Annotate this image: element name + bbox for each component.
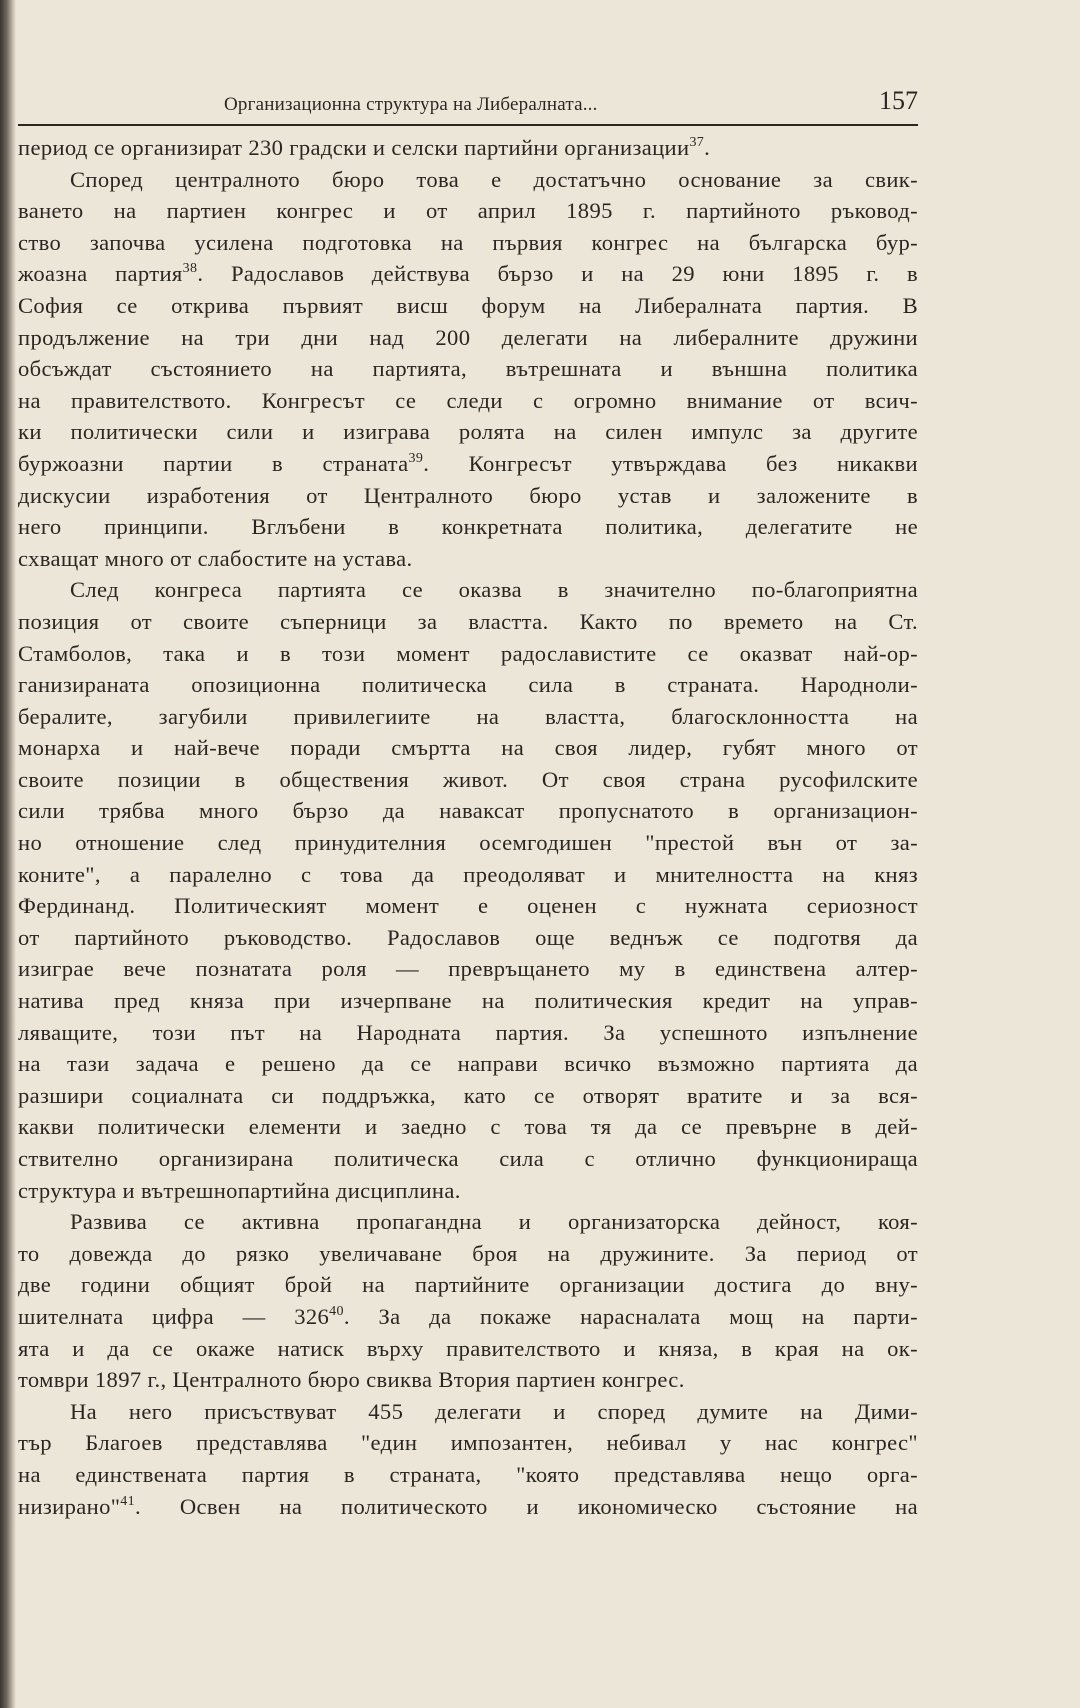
text-line-content: изиграе вече познатата роля — превръщането му в единствена алтер- <box>18 956 918 982</box>
text-line <box>18 1143 918 1175</box>
text-line-content: низирано" <box>18 1493 121 1519</box>
text-line-content: След конгреса партията се оказва в значително по-благоприятна <box>70 577 918 603</box>
text-line <box>18 1111 918 1143</box>
text-line <box>18 1301 918 1333</box>
text-line-content: тър Благоев представлява "един импозантен, небивал у нас конгрес" <box>18 1430 918 1456</box>
text-line <box>18 859 918 891</box>
text-line-content: дискусии изработения от Централното бюро устав и заложените в <box>18 482 918 508</box>
text-line <box>18 1048 918 1080</box>
text-line <box>18 1491 918 1523</box>
text-line <box>18 1364 918 1396</box>
text-line-content: монарха и най-вече поради смъртта на своя лидер, губят много от <box>18 735 918 761</box>
text-line <box>18 669 918 701</box>
text-line-content: то довежда до рязко увеличаване броя на дружините. За период от <box>18 1240 918 1266</box>
text-line <box>18 195 918 227</box>
book-spine-shadow <box>0 0 16 1708</box>
page-number: 157 <box>879 86 918 115</box>
text-line <box>18 258 918 290</box>
text-line <box>18 1206 918 1238</box>
text-line-content: на тази задача е решено да се направи всичко възможно партията да <box>18 1051 918 1077</box>
text-line <box>18 1175 918 1207</box>
text-line-content: ята и да се окаже натиск върху правителството и княза, в края на ок- <box>18 1335 918 1361</box>
text-line <box>18 606 918 638</box>
text-line-content: жоазна партия <box>18 261 183 287</box>
text-line <box>18 764 918 796</box>
text-line-content: ство започва усилена подготовка на първия конгрес на българска бур- <box>18 229 918 255</box>
text-line <box>18 827 918 859</box>
book-page <box>18 88 918 1522</box>
running-header <box>18 88 918 124</box>
text-line <box>18 164 918 196</box>
text-line-content: две години общият брой на партийните организации достига до вну- <box>18 1272 918 1298</box>
text-line <box>18 322 918 354</box>
text-line <box>18 1396 918 1428</box>
text-line-continuation: . Освен на политическото и икономическо състояние на <box>135 1493 918 1519</box>
text-line-content: позиция от своите съперници за властта. Както по времето на Ст. <box>18 608 918 634</box>
text-line <box>18 701 918 733</box>
text-line-continuation: . За да покаже нарасналата мощ на парти- <box>343 1303 919 1329</box>
text-line <box>18 227 918 259</box>
text-line-content: коните", а паралелно с това да преодоляват и мнителността на княз <box>18 861 918 887</box>
text-line-content: На него присъствуват 455 делегати и според думите на Дими- <box>70 1398 918 1424</box>
footnote-ref: 39 <box>408 450 424 466</box>
text-line-content: разшири социалната си поддръжка, като се отворят вратите и за вся- <box>18 1082 918 1108</box>
text-line-content: но отношение след принудителния осемгодишен "престой вън от за- <box>18 830 918 856</box>
text-line <box>18 480 918 512</box>
text-line-content: шителната цифра — 326 <box>18 1303 330 1329</box>
text-line-content: ляващите, този път на Народната партия. За успешното изпълнение <box>18 1019 918 1045</box>
text-line <box>18 511 918 543</box>
footnote-ref: 38 <box>182 261 198 277</box>
text-line-content: период се организират 230 градски и селски партийни организации <box>18 135 690 160</box>
text-line <box>18 1080 918 1112</box>
text-line <box>18 132 918 164</box>
text-line <box>18 1333 918 1365</box>
text-line-content: него принципи. Вглъбени в конкретната политика, делегатите не <box>18 514 918 540</box>
text-line <box>18 953 918 985</box>
text-line <box>18 416 918 448</box>
text-line-content: схващат много от слабостите на устава. <box>18 545 413 571</box>
text-line-content: сили трябва много бързо да наваксат пропуснатото в организацион- <box>18 798 918 824</box>
text-line-content: какви политически елементи и заедно с това тя да се превърне в дей- <box>18 1114 918 1140</box>
text-line <box>18 922 918 954</box>
text-line <box>18 290 918 322</box>
text-line-content: ването на партиен конгрес и от април 1895 г. партийното ръковод- <box>18 198 918 224</box>
header-rule <box>18 124 918 126</box>
text-line-content: на единствената партия в страната, "която представлява нещо орга- <box>18 1461 918 1487</box>
text-line <box>18 732 918 764</box>
text-line-content: ствително организирана политическа сила с отлично функционираща <box>18 1146 918 1171</box>
text-line-content: на правителството. Конгресът се следи с огромно внимание от всич- <box>18 387 918 413</box>
text-line-content: Фердинанд. Политическият момент е оценен с нужната сериозност <box>18 893 918 919</box>
text-line-content: продължение на три дни над 200 делегати на либералните дружини <box>18 324 918 350</box>
text-line <box>18 1427 918 1459</box>
text-line <box>18 985 918 1017</box>
text-line-continuation: . <box>704 135 711 160</box>
text-line <box>18 448 918 480</box>
text-line <box>18 1238 918 1270</box>
text-line <box>18 795 918 827</box>
text-line <box>18 1017 918 1049</box>
text-line-content: буржоазни партии в страната <box>18 450 409 476</box>
text-line-content: обсъждат състоянието на партията, вътрешната и външна политика <box>18 356 918 382</box>
text-line-content: своите позиции в обществения живот. От своя страна русофилските <box>18 766 918 792</box>
text-line-content: от партийното ръководство. Радославов още веднъж се подготвя да <box>18 924 918 950</box>
text-line <box>18 574 918 606</box>
running-header-title: Организационна структура на Либералната... <box>224 94 598 115</box>
text-line <box>18 353 918 385</box>
text-line-continuation: . Радославов действува бързо и на 29 юни 1895 г. в <box>197 261 918 287</box>
text-line-content: ки политически сили и изиграва ролята на силен импулс за другите <box>18 419 918 445</box>
text-line-content: натива пред княза при изчерпване на политическия кредит на управ- <box>18 988 918 1014</box>
text-line <box>18 1459 918 1491</box>
text-line-content: Развива се активна пропагандна и организаторска дейност, коя- <box>70 1209 918 1235</box>
footnote-ref: 37 <box>689 135 705 150</box>
text-line-content: Стамболов, така и в този момент радославистите се оказват най-ор- <box>18 640 918 666</box>
text-line-content: томври 1897 г., Централното бюро свиква Втория партиен конгрес. <box>18 1367 685 1393</box>
text-line <box>18 890 918 922</box>
text-line-content: ганизираната опозиционна политическа сила в страната. Народноли- <box>18 672 918 698</box>
footnote-ref: 40 <box>329 1303 344 1319</box>
text-line-content: структура и вътрешнопартийна дисциплина. <box>18 1177 461 1203</box>
body-text <box>18 132 918 1522</box>
text-line-content: Според централното бюро това е достатъчно основание за свик- <box>70 166 918 192</box>
footnote-ref: 41 <box>120 1493 135 1509</box>
text-line <box>18 543 918 575</box>
text-line-content: София се открива първият висш форум на Либералната партия. В <box>18 292 918 318</box>
text-line <box>18 638 918 670</box>
text-line <box>18 385 918 417</box>
text-line-continuation: . Конгресът утвърждава без никакви <box>423 450 918 476</box>
text-line <box>18 1269 918 1301</box>
text-line-content: бералите, загубили привилегиите на властта, благосклонността на <box>18 703 918 729</box>
